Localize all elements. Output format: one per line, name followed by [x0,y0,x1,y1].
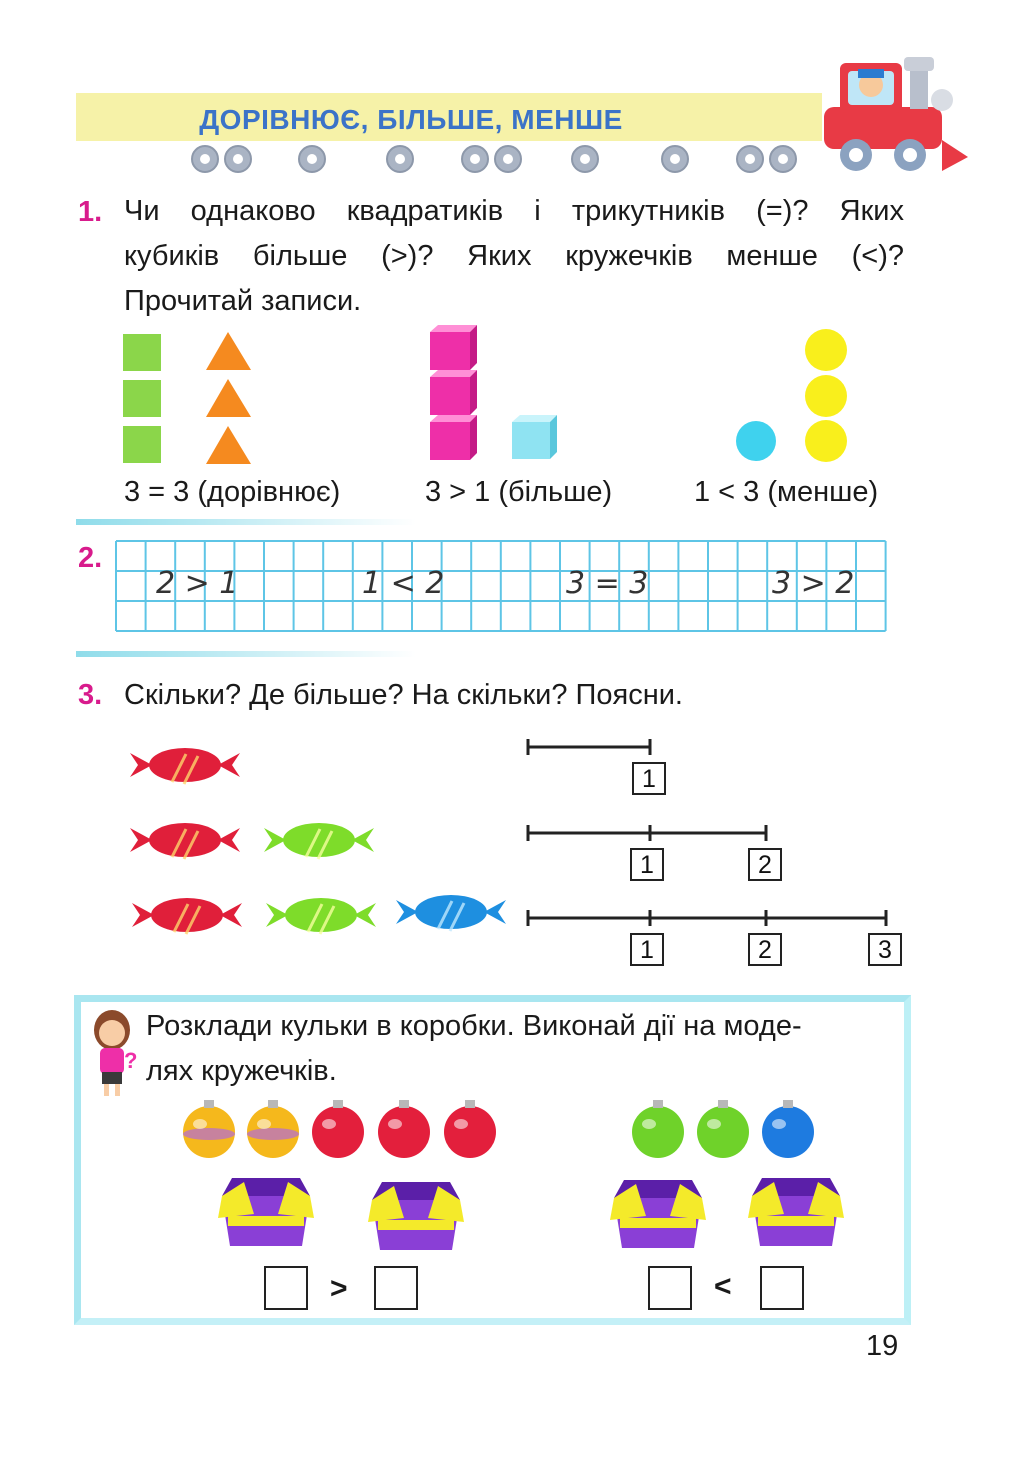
green-ball [632,1100,684,1158]
green-square [123,334,161,371]
blue-circle [736,421,776,461]
yellow-ball [183,1100,235,1158]
pink-cube [430,415,477,460]
yellow-circle [805,329,847,371]
comparison-1: 2 > 1 [156,566,239,601]
comparison-3: 3 = 3 [566,566,649,601]
blue-ball [762,1100,814,1158]
page-title: ДОРІВНЮЄ, БІЛЬШЕ, МЕНШЕ [199,104,623,135]
task2-number: 2. [78,542,103,574]
answer-box-right-2[interactable] [760,1266,804,1310]
balls-figure [178,1094,828,1164]
line3-label-3: 3 [868,933,902,966]
task3-number: 3. [78,679,103,711]
caption-less: 1 < 3 (менше) [694,476,879,508]
candies-figure [128,738,513,943]
pink-cube [430,325,477,370]
comparison-4: 3 > 2 [772,566,855,601]
red-candy [132,898,242,932]
green-square [123,426,161,463]
separator-line [76,519,416,525]
caption-equal: 3 = 3 (дорівнює) [124,476,341,508]
green-square [123,380,161,417]
sign-less: < [714,1270,732,1303]
answer-box-left-2[interactable] [374,1266,418,1310]
caption-greater: 3 > 1 (більше) [425,476,613,508]
blue-cube [512,415,557,459]
line2-label-2: 2 [748,848,782,881]
task1-number: 1. [78,196,103,228]
locomotive-illustration [818,45,968,180]
task4-line-2: лях кружечків. [146,1055,337,1087]
green-ball [697,1100,749,1158]
gift-boxes [214,1172,854,1252]
number-lines [522,735,894,935]
line3-label-2: 2 [748,933,782,966]
green-candy [266,898,376,932]
circles-figure [730,328,855,466]
orange-triangle [206,332,251,370]
gift-box [218,1178,314,1246]
squares-triangles-figure [120,330,260,465]
yellow-ball [247,1100,299,1158]
girl-icon [86,1008,140,1100]
green-candy [264,823,374,857]
red-ball [312,1100,364,1158]
yellow-circle [805,420,847,462]
task1-line-2: кубиків більше (>)? Яких кружечків менше (<)? [124,240,904,272]
line1-label-1: 1 [632,762,666,795]
blue-candy [396,895,506,929]
task4-line-1: Розклади кульки в коробки. Виконай дії на моде- [146,1010,802,1042]
gift-box [610,1180,706,1248]
cubes-figure [425,322,565,467]
task1-line-1: Чи однаково квадратиків і трикутників (=)? Яких [124,195,904,227]
answer-box-right-1[interactable] [648,1266,692,1310]
red-candy [130,748,240,782]
red-ball [444,1100,496,1158]
line2-label-1: 1 [630,848,664,881]
task3-text: Скільки? Де більше? На скільки? Поясни. [124,679,683,711]
separator-line [76,651,416,657]
page-number: 19 [866,1330,899,1362]
comparison-2: 1 < 2 [362,566,445,601]
yellow-circle [805,375,847,417]
line3-label-1: 1 [630,933,664,966]
answer-box-left-1[interactable] [264,1266,308,1310]
pink-cube [430,370,477,415]
orange-triangle [206,426,251,464]
gift-box [748,1178,844,1246]
wheels-decoration [180,142,820,178]
gift-box [368,1182,464,1250]
svg-text:?: ? [124,1048,138,1073]
task1-line-3: Прочитай записи. [124,285,362,317]
red-ball [378,1100,430,1158]
red-candy [130,823,240,857]
orange-triangle [206,379,251,417]
sign-greater: > [330,1272,348,1305]
